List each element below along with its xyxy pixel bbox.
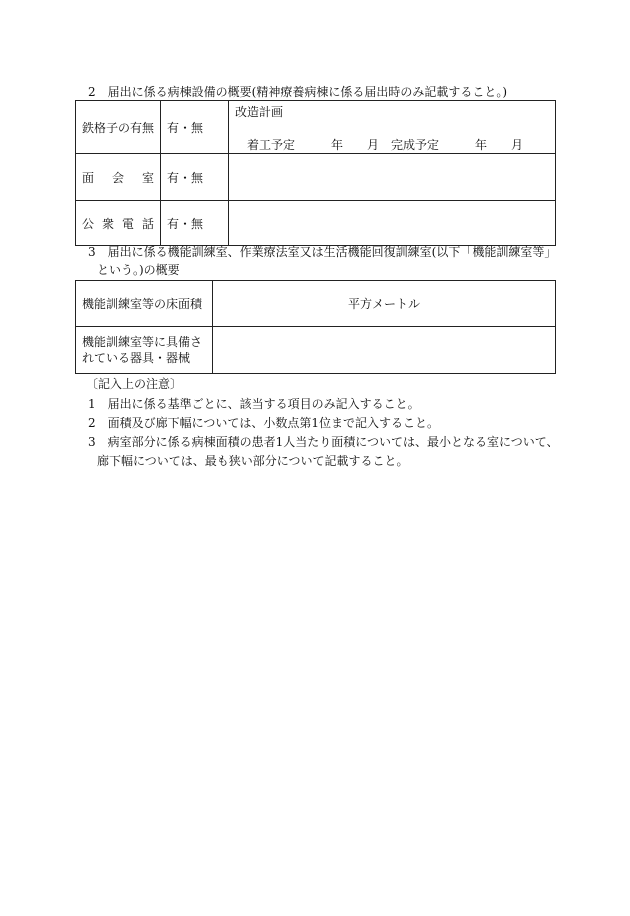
section3-heading-line2: という。)の概要 [97,263,180,277]
floor-area-value[interactable]: 平方メートル [213,281,556,327]
note-item-3: 3 病室部分に係る病棟面積の患者1人当たり面積については、最小となる室について、 [88,435,559,449]
renovation-plan-cell[interactable] [229,101,556,154]
renovation-plan-title: 改造計画 [235,105,284,119]
visiting-room-notes[interactable] [229,154,556,201]
iron-bars-choice[interactable]: 有・無 [161,101,229,154]
notes-title: 〔記入上の注意〕 [86,377,183,391]
section3-heading-line1: 3 届出に係る機能訓練室、作業療法室又は生活機能回復訓練室(以下「機能訓練室等」 [88,245,557,259]
renovation-schedule: 着工予定 年 月 完成予定 年 月 [247,138,524,152]
iron-bars-label: 鉄格子の有無 [76,101,161,154]
public-phone-notes[interactable] [229,201,556,246]
visiting-room-label: 面 会 室 [76,154,161,201]
public-phone-label: 公 衆 電 話 [76,201,161,246]
ward-facilities-table [75,100,556,246]
note-item-3-cont: 廊下幅については、最も狭い部分について記載すること。 [97,454,409,468]
equipment-label: 機能訓練室等に具備されている器具・器械 [76,327,213,374]
note-item-1: 1 届出に係る基準ごとに、該当する項目のみ記入すること。 [88,397,420,411]
section2-heading: 2 届出に係る病棟設備の概要(精神療養病棟に係る届出時のみ記載すること。) [88,85,508,99]
note-item-2: 2 面積及び廊下幅については、小数点第1位まで記入すること。 [88,416,440,430]
visiting-room-choice[interactable]: 有・無 [161,154,229,201]
training-room-table [75,280,556,374]
public-phone-choice[interactable]: 有・無 [161,201,229,246]
floor-area-label: 機能訓練室等の床面積 [76,281,213,327]
equipment-value[interactable] [213,327,556,374]
